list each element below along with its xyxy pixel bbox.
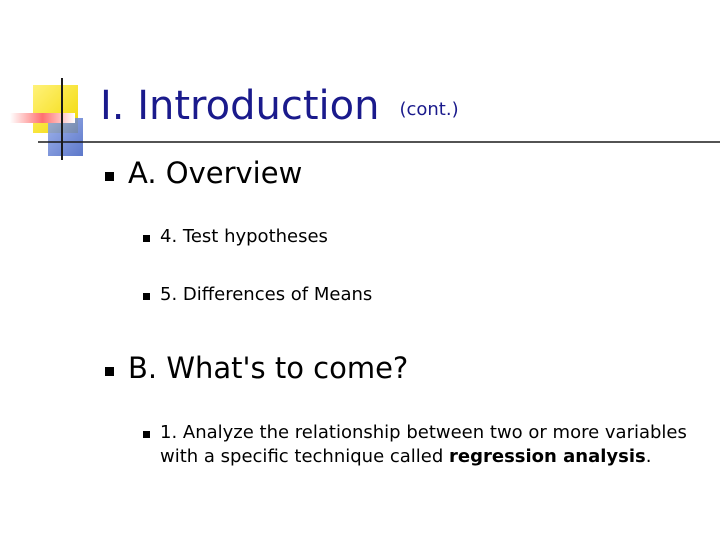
title-text: I. Introduction xyxy=(100,83,380,129)
list-item-test-hypotheses: 4. Test hypotheses xyxy=(160,226,328,247)
page-title xyxy=(100,83,459,129)
list-item-regression-analysis xyxy=(160,421,700,469)
bullet-square xyxy=(143,235,150,242)
item-text: 1. Analyze the relationship between two or more variables with a specific technique called xyxy=(160,422,687,467)
blue-square xyxy=(48,118,83,156)
title-suffix: (cont.) xyxy=(399,99,459,120)
item-text-end: . xyxy=(645,446,652,467)
bullet-square xyxy=(143,293,150,300)
bullet-square xyxy=(105,367,114,376)
bullet-square xyxy=(105,172,114,181)
section-heading-whats-to-come: B. What's to come? xyxy=(128,351,409,385)
item-bold-term: regression analysis xyxy=(449,446,646,467)
bullet-square xyxy=(143,431,150,438)
list-item-differences-of-means: 5. Differences of Means xyxy=(160,284,373,305)
red-bar xyxy=(10,113,75,123)
section-heading-overview: A. Overview xyxy=(128,156,303,190)
